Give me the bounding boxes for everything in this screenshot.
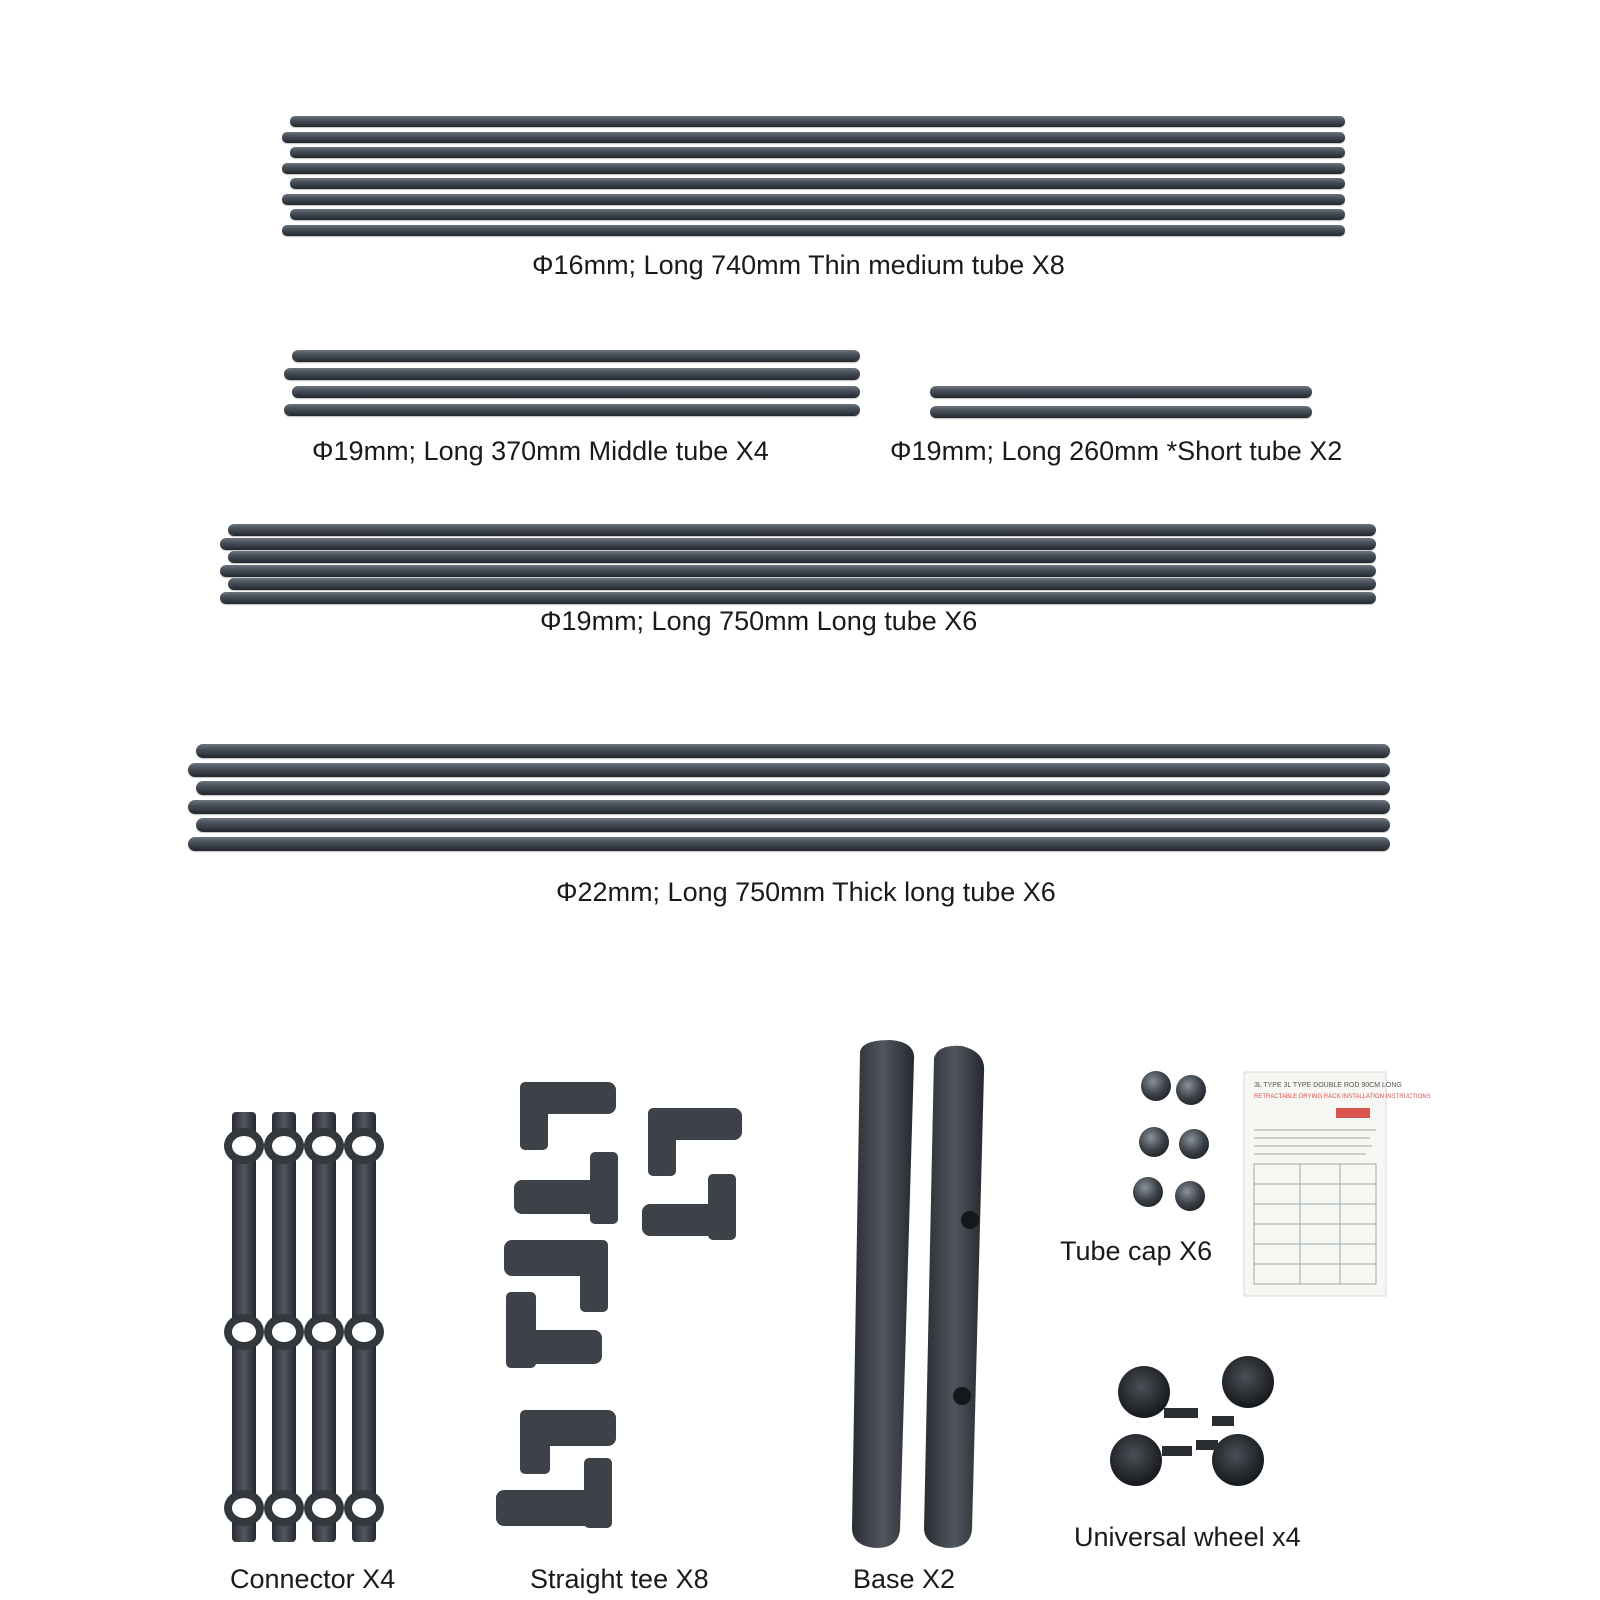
connector-strips — [224, 1112, 384, 1542]
universal-wheel-label: Universal wheel x4 — [1074, 1522, 1301, 1552]
universal-wheel — [1196, 1434, 1264, 1486]
connector-strip — [344, 1112, 384, 1542]
tube-caps — [1133, 1071, 1209, 1211]
tube-cap — [1141, 1071, 1171, 1101]
tube-cap — [1175, 1181, 1205, 1211]
tube-cap — [1179, 1129, 1209, 1159]
instruction-manual — [1244, 1072, 1386, 1296]
base-pieces — [852, 1040, 984, 1548]
base-label: Base X2 — [853, 1564, 956, 1594]
long-tube-label: Φ19mm; Long 750mm Long tube X6 — [540, 606, 978, 636]
straight-tee — [496, 1458, 612, 1528]
connector-label: Connector X4 — [230, 1564, 396, 1594]
connector-strip — [264, 1112, 304, 1542]
straight-tee-label: Straight tee X8 — [530, 1564, 709, 1594]
short-tube-label: Φ19mm; Long 260mm *Short tube X2 — [890, 436, 1343, 466]
universal-wheels — [1110, 1356, 1274, 1486]
thick-long-tube-label: Φ22mm; Long 750mm Thick long tube X6 — [556, 877, 1056, 907]
manual-title-line: RETRACTABLE DRYING RACK INSTALLATION INSTRUCTIONS — [1254, 1094, 1431, 1100]
universal-wheel — [1212, 1356, 1274, 1426]
connector-strip — [224, 1112, 264, 1542]
manual-title-line: 3L TYPE 3L TYPE DOUBLE ROD 90CM LONG — [1254, 1082, 1402, 1089]
tube-cap — [1176, 1075, 1206, 1105]
middle-tube-label: Φ19mm; Long 370mm Middle tube X4 — [312, 436, 769, 466]
universal-wheel — [1110, 1434, 1192, 1486]
straight-tee — [514, 1152, 618, 1224]
base-piece — [852, 1040, 914, 1548]
straight-tee — [520, 1082, 616, 1150]
straight-tee — [642, 1174, 736, 1240]
tube-cap-label: Tube cap X6 — [1060, 1236, 1213, 1266]
tube-cap — [1133, 1177, 1163, 1207]
universal-wheel — [1118, 1366, 1198, 1418]
thin-medium-tube-label: Φ16mm; Long 740mm Thin medium tube X8 — [532, 250, 1065, 280]
connector-strip — [304, 1112, 344, 1542]
tube-cap — [1139, 1127, 1169, 1157]
base-piece — [924, 1046, 984, 1548]
straight-tee-fittings — [496, 1082, 742, 1528]
straight-tee — [648, 1108, 742, 1176]
